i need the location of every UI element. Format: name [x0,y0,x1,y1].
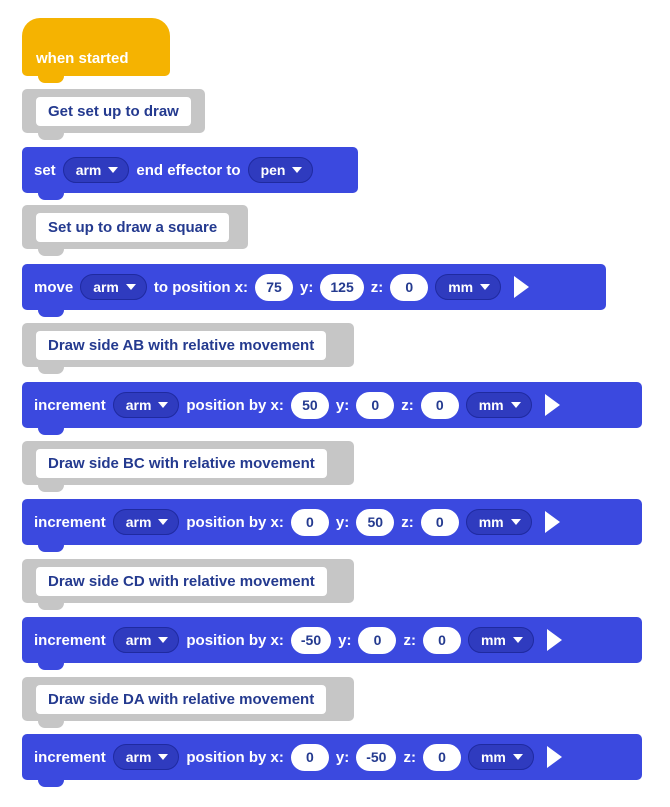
input-z[interactable]: 0 [421,392,459,419]
block-label-increment: increment [34,396,106,414]
dropdown-target-arm[interactable] [63,157,130,183]
chevron-down-icon [511,519,521,525]
dropdown-value: mm [480,632,506,648]
dropdown-units[interactable] [466,392,532,418]
play-arrow-icon[interactable] [547,629,562,651]
dropdown-effector-pen[interactable] [248,157,314,183]
chevron-down-icon [126,284,136,290]
chevron-down-icon [513,754,523,760]
dropdown-units[interactable] [468,744,534,770]
dropdown-target-arm[interactable] [80,274,147,300]
dropdown-units[interactable] [468,627,534,653]
chevron-down-icon [480,284,490,290]
chevron-down-icon [158,402,168,408]
dropdown-target-arm[interactable] [113,744,180,770]
block-label-increment: increment [34,748,106,766]
block-label-position-by-x: position by x: [186,396,284,414]
dropdown-target-arm[interactable] [113,627,180,653]
block-label-move: move [34,278,74,296]
comment-text: Get set up to draw [36,97,191,126]
dropdown-value: mm [480,749,506,765]
input-y[interactable]: 125 [320,274,363,301]
block-when-started[interactable] [22,18,170,76]
block-label-set: set [34,161,56,179]
chevron-down-icon [292,167,302,173]
block-label-y: y: [338,631,352,649]
comment-block-draw-side-da[interactable] [22,677,354,721]
chevron-down-icon [158,519,168,525]
block-label-position-by-x: position by x: [186,513,284,531]
input-x[interactable]: -50 [291,627,331,654]
block-label-end-effector-to: end effector to [136,161,241,179]
dropdown-value: arm [75,162,102,178]
dropdown-target-arm[interactable] [113,392,180,418]
chevron-down-icon [511,402,521,408]
input-z[interactable]: 0 [423,627,461,654]
play-arrow-icon[interactable] [514,276,529,298]
block-label-increment: increment [34,513,106,531]
comment-block-set-up-to-draw-a-square[interactable] [22,205,248,249]
comment-block-draw-side-ab[interactable] [22,323,354,367]
input-z[interactable]: 0 [390,274,428,301]
chevron-down-icon [108,167,118,173]
block-label-y: y: [335,513,350,531]
comment-block-draw-side-cd[interactable] [22,559,354,603]
block-label-to-position-x: to position x: [153,278,249,296]
block-label-z: z: [401,513,414,531]
block-label: when started [36,50,129,67]
dropdown-value: arm [125,397,152,413]
input-z[interactable]: 0 [423,744,461,771]
block-set-end-effector[interactable] [22,147,358,193]
dropdown-units[interactable] [435,274,501,300]
block-label-y: y: [335,748,350,766]
block-move-to-position[interactable] [22,264,606,310]
block-increment-position[interactable] [22,617,642,663]
comment-block-get-set-up-to-draw[interactable] [22,89,205,133]
comment-text: Draw side BC with relative movement [36,449,327,478]
dropdown-value: arm [125,632,152,648]
comment-text: Draw side DA with relative movement [36,685,326,714]
input-y[interactable]: 0 [356,392,394,419]
input-y[interactable]: -50 [356,744,396,771]
chevron-down-icon [513,637,523,643]
chevron-down-icon [158,637,168,643]
dropdown-value: pen [260,162,286,178]
block-increment-position[interactable] [22,382,642,428]
block-label-increment: increment [34,631,106,649]
block-label-z: z: [370,278,384,296]
dropdown-units[interactable] [466,509,532,535]
input-y[interactable]: 0 [358,627,396,654]
dropdown-value: mm [448,279,474,295]
block-increment-position[interactable] [22,734,642,780]
block-label-z: z: [403,631,416,649]
dropdown-value: mm [478,397,504,413]
chevron-down-icon [158,754,168,760]
input-z[interactable]: 0 [421,509,459,536]
block-label-z: z: [403,748,416,766]
play-arrow-icon[interactable] [545,511,560,533]
block-label-y: y: [300,278,314,296]
block-label-position-by-x: position by x: [186,748,284,766]
dropdown-value: mm [478,514,504,530]
dropdown-value: arm [93,279,119,295]
block-label-y: y: [335,396,350,414]
input-x[interactable]: 0 [291,744,329,771]
dropdown-value: arm [125,514,152,530]
play-arrow-icon[interactable] [545,394,560,416]
comment-text: Draw side AB with relative movement [36,331,326,360]
comment-block-draw-side-bc[interactable] [22,441,354,485]
comment-text: Draw side CD with relative movement [36,567,327,596]
dropdown-target-arm[interactable] [113,509,180,535]
comment-text: Set up to draw a square [36,213,229,242]
block-label-z: z: [401,396,414,414]
block-increment-position[interactable] [22,499,642,545]
input-x[interactable]: 75 [255,274,293,301]
input-x[interactable]: 0 [291,509,329,536]
input-y[interactable]: 50 [356,509,394,536]
input-x[interactable]: 50 [291,392,329,419]
play-arrow-icon[interactable] [547,746,562,768]
dropdown-value: arm [125,749,152,765]
block-label-position-by-x: position by x: [186,631,284,649]
